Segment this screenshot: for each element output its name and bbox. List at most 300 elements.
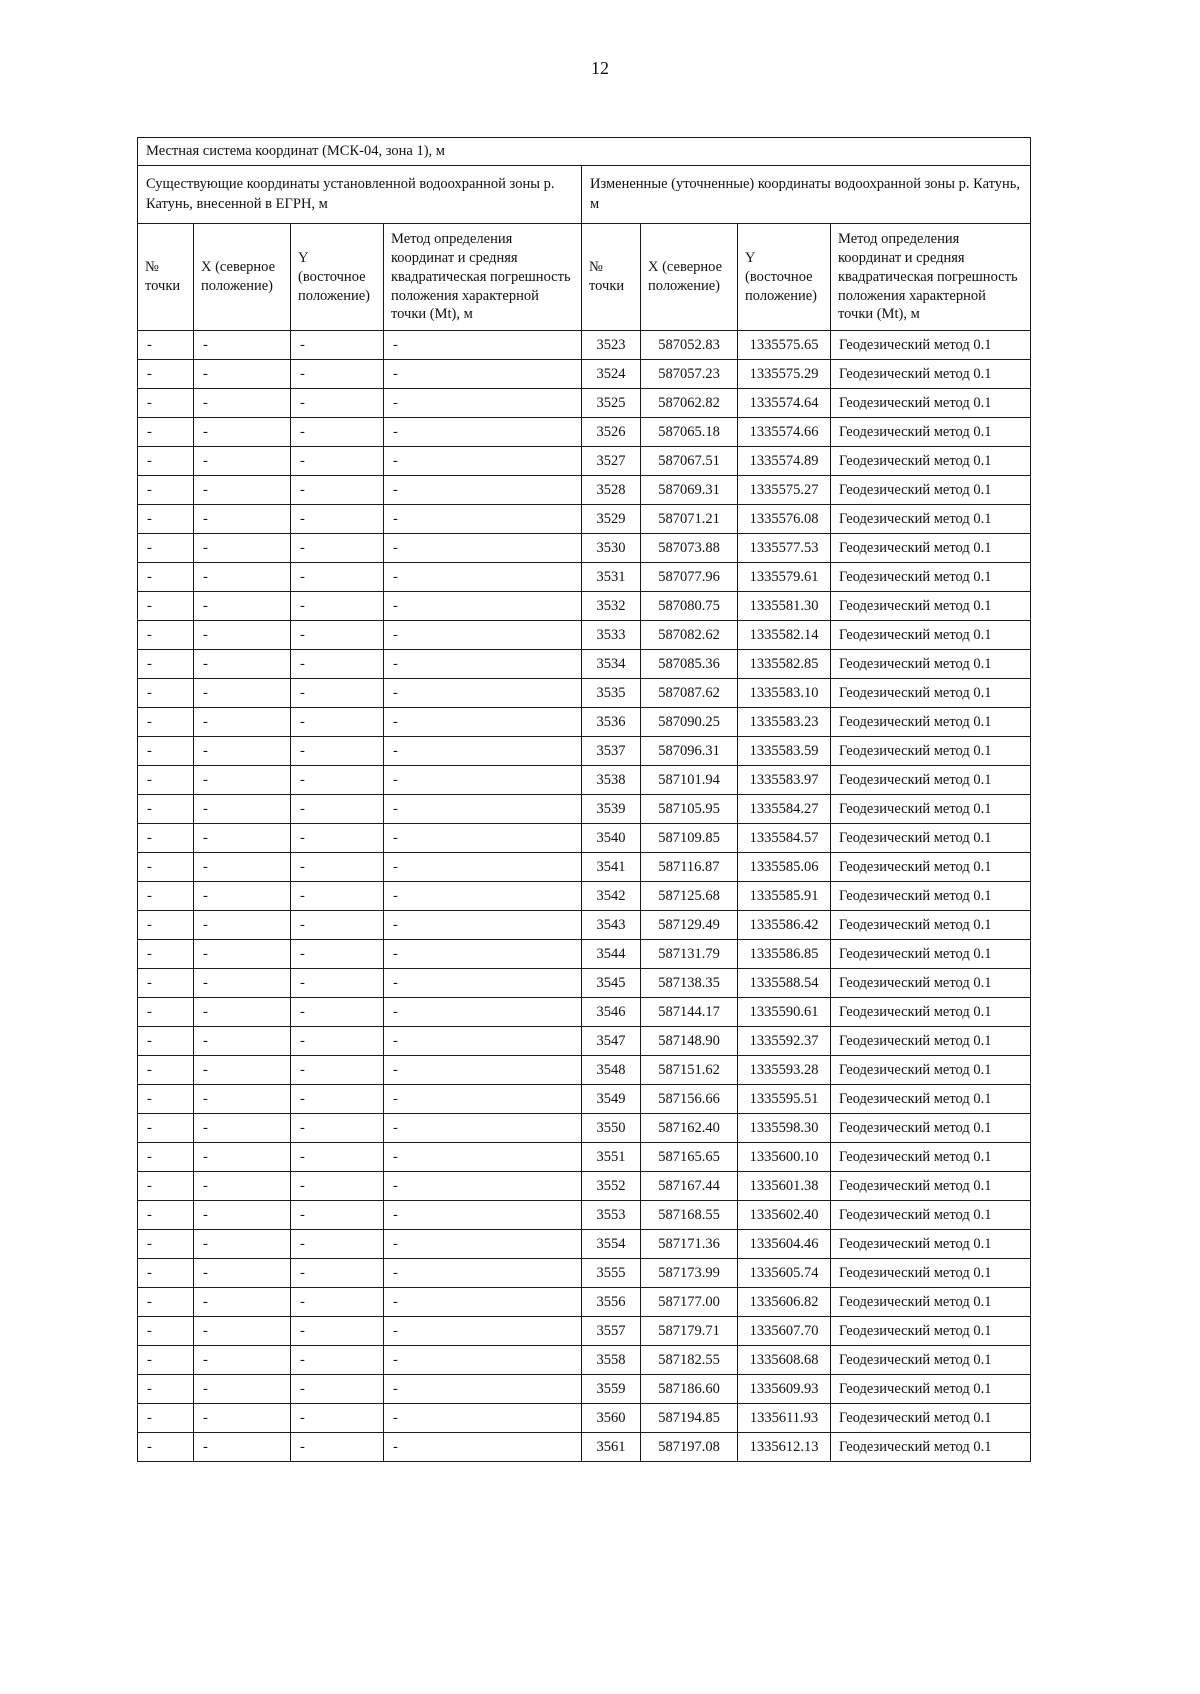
- cell: 1335585.91: [738, 882, 831, 911]
- column-header-point-no-existing: № точки: [138, 224, 194, 331]
- cell: -: [384, 882, 582, 911]
- table-title-row: [138, 138, 1031, 166]
- cell: -: [138, 853, 194, 882]
- cell: 1335574.89: [738, 447, 831, 476]
- cell: 587156.66: [641, 1085, 738, 1114]
- column-header-method-existing: Метод определения координат и средняя квадратическая погрешность положения характерной точки (Mt), м: [384, 224, 582, 331]
- cell: 1335575.65: [738, 331, 831, 360]
- table-row: [138, 1230, 1031, 1259]
- cell: -: [384, 418, 582, 447]
- cell: -: [384, 360, 582, 389]
- cell: 587165.65: [641, 1143, 738, 1172]
- cell: -: [291, 650, 384, 679]
- cell: 1335574.64: [738, 389, 831, 418]
- table-body: [138, 331, 1031, 1462]
- cell: -: [384, 1143, 582, 1172]
- cell: 1335586.85: [738, 940, 831, 969]
- cell: 587148.90: [641, 1027, 738, 1056]
- cell: 3543: [582, 911, 641, 940]
- cell: -: [194, 969, 291, 998]
- cell: -: [138, 824, 194, 853]
- cell: 587151.62: [641, 1056, 738, 1085]
- cell: -: [291, 1288, 384, 1317]
- cell: Геодезический метод 0.1: [831, 1433, 1031, 1462]
- cell: Геодезический метод 0.1: [831, 1114, 1031, 1143]
- cell: -: [138, 1114, 194, 1143]
- cell: -: [138, 969, 194, 998]
- table-row: [138, 563, 1031, 592]
- cell: 587168.55: [641, 1201, 738, 1230]
- cell: 587144.17: [641, 998, 738, 1027]
- table-row: [138, 1201, 1031, 1230]
- cell: 1335590.61: [738, 998, 831, 1027]
- cell: -: [138, 360, 194, 389]
- cell: 587087.62: [641, 679, 738, 708]
- cell: -: [138, 795, 194, 824]
- cell: -: [291, 1404, 384, 1433]
- cell: -: [291, 1346, 384, 1375]
- cell: 587073.88: [641, 534, 738, 563]
- cell: 587167.44: [641, 1172, 738, 1201]
- cell: 3533: [582, 621, 641, 650]
- cell: -: [194, 389, 291, 418]
- cell: Геодезический метод 0.1: [831, 418, 1031, 447]
- cell: -: [384, 1259, 582, 1288]
- cell: -: [384, 853, 582, 882]
- cell: -: [138, 1143, 194, 1172]
- cell: -: [291, 1433, 384, 1462]
- cell: 587062.82: [641, 389, 738, 418]
- cell: 1335600.10: [738, 1143, 831, 1172]
- cell: -: [384, 331, 582, 360]
- cell: -: [138, 534, 194, 563]
- cell: 3536: [582, 708, 641, 737]
- cell: -: [138, 1172, 194, 1201]
- cell: 587116.87: [641, 853, 738, 882]
- cell: 587125.68: [641, 882, 738, 911]
- cell: -: [291, 1230, 384, 1259]
- table-row: [138, 1027, 1031, 1056]
- cell: -: [194, 447, 291, 476]
- table-row: [138, 1404, 1031, 1433]
- table-row: [138, 621, 1031, 650]
- cell: -: [291, 534, 384, 563]
- cell: Геодезический метод 0.1: [831, 1346, 1031, 1375]
- cell: -: [138, 476, 194, 505]
- cell: -: [291, 418, 384, 447]
- cell: -: [291, 331, 384, 360]
- cell: 3523: [582, 331, 641, 360]
- cell: -: [291, 998, 384, 1027]
- coordinates-table: [137, 137, 1031, 1462]
- cell: Геодезический метод 0.1: [831, 505, 1031, 534]
- table-row: [138, 1085, 1031, 1114]
- cell: -: [138, 1056, 194, 1085]
- cell: -: [138, 331, 194, 360]
- cell: -: [384, 1056, 582, 1085]
- cell: Геодезический метод 0.1: [831, 534, 1031, 563]
- cell: 1335574.66: [738, 418, 831, 447]
- cell: 587182.55: [641, 1346, 738, 1375]
- table-row: [138, 592, 1031, 621]
- cell: 1335575.27: [738, 476, 831, 505]
- cell: 1335577.53: [738, 534, 831, 563]
- cell: -: [194, 1288, 291, 1317]
- cell: Геодезический метод 0.1: [831, 476, 1031, 505]
- table-row: [138, 737, 1031, 766]
- cell: -: [138, 1317, 194, 1346]
- cell: -: [291, 1172, 384, 1201]
- cell: Геодезический метод 0.1: [831, 1143, 1031, 1172]
- cell: 1335583.23: [738, 708, 831, 737]
- cell: 3526: [582, 418, 641, 447]
- cell: Геодезический метод 0.1: [831, 1230, 1031, 1259]
- cell: Геодезический метод 0.1: [831, 1375, 1031, 1404]
- cell: Геодезический метод 0.1: [831, 447, 1031, 476]
- table-row: [138, 911, 1031, 940]
- cell: -: [194, 650, 291, 679]
- group-header-changed: Измененные (уточненные) координаты водоохранной зоны р. Катунь, м: [582, 166, 1031, 224]
- cell: -: [194, 621, 291, 650]
- cell: 3532: [582, 592, 641, 621]
- cell: -: [291, 969, 384, 998]
- cell: -: [384, 998, 582, 1027]
- cell: Геодезический метод 0.1: [831, 1172, 1031, 1201]
- cell: -: [194, 1027, 291, 1056]
- cell: -: [291, 1085, 384, 1114]
- cell: -: [138, 505, 194, 534]
- cell: -: [384, 563, 582, 592]
- cell: Геодезический метод 0.1: [831, 1201, 1031, 1230]
- column-header-row: [138, 224, 1031, 331]
- cell: -: [291, 824, 384, 853]
- cell: 587052.83: [641, 331, 738, 360]
- table-row: [138, 1317, 1031, 1346]
- cell: 587186.60: [641, 1375, 738, 1404]
- cell: -: [194, 853, 291, 882]
- cell: 3556: [582, 1288, 641, 1317]
- cell: -: [291, 563, 384, 592]
- table-row: [138, 1259, 1031, 1288]
- cell: -: [194, 1346, 291, 1375]
- cell: 587173.99: [641, 1259, 738, 1288]
- cell: 587096.31: [641, 737, 738, 766]
- cell: Геодезический метод 0.1: [831, 911, 1031, 940]
- cell: 3554: [582, 1230, 641, 1259]
- cell: 3527: [582, 447, 641, 476]
- cell: 587080.75: [641, 592, 738, 621]
- cell: -: [384, 737, 582, 766]
- cell: -: [291, 447, 384, 476]
- cell: -: [138, 1259, 194, 1288]
- cell: 587082.62: [641, 621, 738, 650]
- table-row: [138, 882, 1031, 911]
- cell: -: [138, 389, 194, 418]
- cell: -: [384, 911, 582, 940]
- cell: -: [138, 563, 194, 592]
- cell: -: [194, 1114, 291, 1143]
- cell: 3550: [582, 1114, 641, 1143]
- table-row: [138, 998, 1031, 1027]
- cell: 587065.18: [641, 418, 738, 447]
- cell: 3548: [582, 1056, 641, 1085]
- cell: 587105.95: [641, 795, 738, 824]
- cell: 587090.25: [641, 708, 738, 737]
- cell: -: [384, 969, 582, 998]
- cell: 3561: [582, 1433, 641, 1462]
- cell: -: [384, 621, 582, 650]
- cell: 1335579.61: [738, 563, 831, 592]
- cell: -: [384, 476, 582, 505]
- column-header-point-no-changed: № точки: [582, 224, 641, 331]
- cell: -: [194, 418, 291, 447]
- cell: 1335586.42: [738, 911, 831, 940]
- table-row: [138, 1288, 1031, 1317]
- table-row: [138, 679, 1031, 708]
- table-row: [138, 1346, 1031, 1375]
- cell: 587131.79: [641, 940, 738, 969]
- cell: 1335607.70: [738, 1317, 831, 1346]
- cell: 3549: [582, 1085, 641, 1114]
- cell: -: [291, 911, 384, 940]
- cell: -: [384, 1114, 582, 1143]
- cell: Геодезический метод 0.1: [831, 1288, 1031, 1317]
- cell: Геодезический метод 0.1: [831, 563, 1031, 592]
- cell: -: [291, 1027, 384, 1056]
- cell: -: [138, 447, 194, 476]
- cell: Геодезический метод 0.1: [831, 1317, 1031, 1346]
- cell: -: [194, 708, 291, 737]
- cell: -: [194, 563, 291, 592]
- cell: -: [291, 882, 384, 911]
- cell: -: [138, 1433, 194, 1462]
- group-header-existing: Существующие координаты установленной водоохранной зоны р. Катунь, внесенной в ЕГРН, м: [138, 166, 582, 224]
- cell: 3537: [582, 737, 641, 766]
- cell: 1335582.14: [738, 621, 831, 650]
- cell: 1335604.46: [738, 1230, 831, 1259]
- cell: 1335606.82: [738, 1288, 831, 1317]
- cell: -: [291, 592, 384, 621]
- cell: 3525: [582, 389, 641, 418]
- cell: Геодезический метод 0.1: [831, 592, 1031, 621]
- cell: -: [194, 331, 291, 360]
- cell: -: [138, 708, 194, 737]
- group-header-row: [138, 166, 1031, 224]
- cell: -: [194, 360, 291, 389]
- cell: 3544: [582, 940, 641, 969]
- cell: -: [138, 1404, 194, 1433]
- cell: -: [291, 389, 384, 418]
- cell: 587129.49: [641, 911, 738, 940]
- cell: 587101.94: [641, 766, 738, 795]
- table-row: [138, 650, 1031, 679]
- cell: 3528: [582, 476, 641, 505]
- cell: -: [138, 621, 194, 650]
- cell: -: [138, 1288, 194, 1317]
- cell: -: [138, 1201, 194, 1230]
- cell: -: [138, 650, 194, 679]
- cell: 1335576.08: [738, 505, 831, 534]
- cell: 1335611.93: [738, 1404, 831, 1433]
- cell: Геодезический метод 0.1: [831, 882, 1031, 911]
- cell: Геодезический метод 0.1: [831, 360, 1031, 389]
- table-row: [138, 824, 1031, 853]
- cell: -: [194, 1433, 291, 1462]
- table-row: [138, 1172, 1031, 1201]
- cell: -: [194, 1056, 291, 1085]
- cell: -: [138, 940, 194, 969]
- cell: -: [384, 1346, 582, 1375]
- cell: 3552: [582, 1172, 641, 1201]
- cell: Геодезический метод 0.1: [831, 824, 1031, 853]
- cell: -: [291, 1056, 384, 1085]
- cell: Геодезический метод 0.1: [831, 940, 1031, 969]
- cell: 1335585.06: [738, 853, 831, 882]
- cell: Геодезический метод 0.1: [831, 853, 1031, 882]
- table-row: [138, 447, 1031, 476]
- cell: -: [194, 1201, 291, 1230]
- cell: Геодезический метод 0.1: [831, 795, 1031, 824]
- cell: -: [138, 1085, 194, 1114]
- cell: 3545: [582, 969, 641, 998]
- cell: 587077.96: [641, 563, 738, 592]
- cell: 3540: [582, 824, 641, 853]
- cell: Геодезический метод 0.1: [831, 650, 1031, 679]
- cell: -: [138, 998, 194, 1027]
- table-row: [138, 534, 1031, 563]
- cell: -: [384, 679, 582, 708]
- column-header-y-existing: Y (восточное положение): [291, 224, 384, 331]
- cell: -: [291, 737, 384, 766]
- table-row: [138, 1143, 1031, 1172]
- cell: 3542: [582, 882, 641, 911]
- cell: 3551: [582, 1143, 641, 1172]
- cell: 587162.40: [641, 1114, 738, 1143]
- cell: 3553: [582, 1201, 641, 1230]
- cell: -: [291, 1114, 384, 1143]
- column-header-method-changed: Метод определения координат и средняя квадратическая погрешность положения характерной точки (Mt), м: [831, 224, 1031, 331]
- cell: 1335584.57: [738, 824, 831, 853]
- cell: 1335584.27: [738, 795, 831, 824]
- cell: -: [384, 1375, 582, 1404]
- cell: Геодезический метод 0.1: [831, 998, 1031, 1027]
- cell: Геодезический метод 0.1: [831, 1259, 1031, 1288]
- cell: -: [138, 1027, 194, 1056]
- cell: -: [194, 1230, 291, 1259]
- cell: 3524: [582, 360, 641, 389]
- cell: -: [194, 766, 291, 795]
- cell: -: [291, 1317, 384, 1346]
- cell: 3534: [582, 650, 641, 679]
- cell: -: [291, 1201, 384, 1230]
- cell: -: [291, 708, 384, 737]
- page-number: 12: [591, 58, 609, 78]
- cell: 587171.36: [641, 1230, 738, 1259]
- cell: -: [291, 940, 384, 969]
- cell: -: [194, 1259, 291, 1288]
- cell: 587194.85: [641, 1404, 738, 1433]
- cell: 3535: [582, 679, 641, 708]
- cell: -: [291, 766, 384, 795]
- cell: -: [291, 795, 384, 824]
- cell: -: [384, 1085, 582, 1114]
- cell: 1335588.54: [738, 969, 831, 998]
- table-row: [138, 1375, 1031, 1404]
- table-row: [138, 360, 1031, 389]
- table-row: [138, 795, 1031, 824]
- cell: -: [384, 389, 582, 418]
- cell: -: [291, 621, 384, 650]
- cell: -: [194, 679, 291, 708]
- cell: -: [384, 940, 582, 969]
- cell: 3560: [582, 1404, 641, 1433]
- cell: 3530: [582, 534, 641, 563]
- cell: -: [384, 1433, 582, 1462]
- table-row: [138, 940, 1031, 969]
- cell: -: [138, 418, 194, 447]
- cell: Геодезический метод 0.1: [831, 737, 1031, 766]
- cell: 1335582.85: [738, 650, 831, 679]
- cell: -: [384, 708, 582, 737]
- table-title: Местная система координат (МСК-04, зона 1), м: [138, 138, 1031, 166]
- column-header-y-changed: Y (восточное положение): [738, 224, 831, 331]
- cell: 1335575.29: [738, 360, 831, 389]
- cell: 587177.00: [641, 1288, 738, 1317]
- table-row: [138, 766, 1031, 795]
- cell: 1335583.59: [738, 737, 831, 766]
- cell: Геодезический метод 0.1: [831, 969, 1031, 998]
- cell: -: [194, 911, 291, 940]
- cell: 1335608.68: [738, 1346, 831, 1375]
- cell: Геодезический метод 0.1: [831, 1056, 1031, 1085]
- cell: -: [194, 1404, 291, 1433]
- table-row: [138, 1114, 1031, 1143]
- cell: Геодезический метод 0.1: [831, 1085, 1031, 1114]
- cell: -: [138, 592, 194, 621]
- cell: -: [194, 592, 291, 621]
- cell: Геодезический метод 0.1: [831, 679, 1031, 708]
- table-row: [138, 1056, 1031, 1085]
- cell: -: [194, 737, 291, 766]
- cell: Геодезический метод 0.1: [831, 389, 1031, 418]
- cell: -: [291, 853, 384, 882]
- cell: -: [194, 940, 291, 969]
- cell: 587109.85: [641, 824, 738, 853]
- cell: 1335602.40: [738, 1201, 831, 1230]
- cell: 587069.31: [641, 476, 738, 505]
- table-row: [138, 389, 1031, 418]
- cell: -: [194, 882, 291, 911]
- cell: -: [138, 679, 194, 708]
- table-row: [138, 476, 1031, 505]
- cell: 587067.51: [641, 447, 738, 476]
- cell: -: [384, 534, 582, 563]
- cell: 1335601.38: [738, 1172, 831, 1201]
- column-header-x-existing: X (северное положение): [194, 224, 291, 331]
- cell: -: [384, 766, 582, 795]
- cell: 1335583.10: [738, 679, 831, 708]
- cell: -: [194, 476, 291, 505]
- cell: -: [138, 737, 194, 766]
- cell: 3558: [582, 1346, 641, 1375]
- cell: -: [384, 1317, 582, 1346]
- table-row: [138, 708, 1031, 737]
- cell: -: [384, 592, 582, 621]
- cell: -: [291, 476, 384, 505]
- cell: -: [194, 1375, 291, 1404]
- table-row: [138, 969, 1031, 998]
- table-row: [138, 505, 1031, 534]
